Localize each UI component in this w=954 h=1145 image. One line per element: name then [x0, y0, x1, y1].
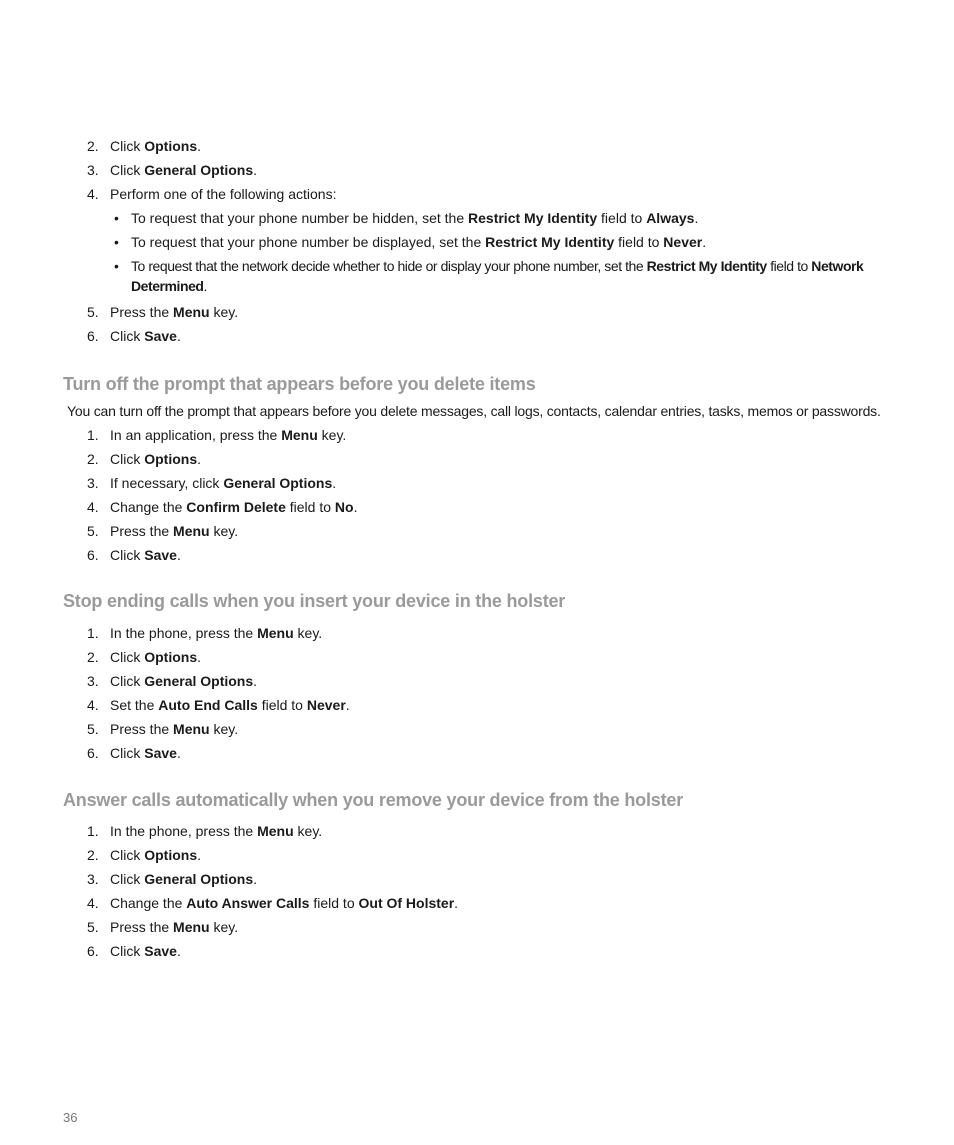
step-text: .	[353, 499, 358, 515]
bullet-term: Restrict My Identity	[646, 258, 767, 274]
step-number: 5.	[87, 304, 99, 320]
step-list	[0, 134, 954, 348]
step-number: 6.	[87, 745, 99, 761]
step-text: .	[176, 547, 181, 563]
step-text: .	[176, 328, 181, 344]
step-number: 4.	[87, 186, 99, 202]
bullet-item	[110, 254, 891, 300]
step-term: Auto End Calls	[158, 697, 258, 713]
step-number: 6.	[87, 943, 99, 959]
step-term: Options	[144, 847, 198, 863]
step-item	[0, 182, 954, 300]
step-text: field to	[257, 697, 307, 713]
bullet-text: .	[203, 278, 207, 294]
step-text: Press the	[110, 721, 174, 737]
step-text: Click	[110, 451, 145, 467]
step-term: Menu	[173, 304, 210, 320]
step-term: No	[334, 499, 354, 515]
step-item	[0, 891, 954, 915]
bullet-text: .	[702, 234, 707, 250]
step-number: 5.	[87, 919, 99, 935]
step-text: key.	[293, 823, 323, 839]
step-text: Click	[110, 138, 145, 154]
page-number: 36	[63, 1110, 78, 1125]
step-term: Options	[144, 451, 198, 467]
step-number: 3.	[87, 475, 99, 491]
bullet-text: field to	[766, 258, 812, 274]
bullet-dot: •	[114, 258, 119, 274]
step-text: Click	[110, 328, 145, 344]
step-text: .	[176, 745, 181, 761]
step-text: Change the	[110, 895, 187, 911]
step-text: key.	[209, 919, 239, 935]
step-text: Click	[110, 745, 145, 761]
step-term: Menu	[281, 427, 318, 443]
step-number: 4.	[87, 499, 99, 515]
step-number: 4.	[87, 895, 99, 911]
step-text: Perform one of the following actions:	[110, 186, 337, 202]
step-text: Click	[110, 547, 145, 563]
step-item	[0, 324, 954, 348]
step-text: .	[345, 697, 350, 713]
bullet-term: Restrict My Identity	[485, 234, 615, 250]
step-number: 6.	[87, 547, 99, 563]
step-number: 3.	[87, 162, 99, 178]
step-text: .	[197, 649, 202, 665]
step-text: field to	[309, 895, 359, 911]
step-term: Menu	[173, 721, 210, 737]
step-item	[0, 741, 954, 765]
step-text: .	[197, 138, 202, 154]
bullet-text: .	[694, 210, 699, 226]
section-restrict-identity	[0, 134, 954, 348]
step-text: Press the	[110, 919, 174, 935]
step-text: In the phone, press the	[110, 823, 258, 839]
step-item	[0, 693, 954, 717]
step-number: 1.	[87, 427, 99, 443]
step-list	[0, 621, 954, 765]
step-term: Auto Answer Calls	[186, 895, 310, 911]
step-number: 2.	[87, 847, 99, 863]
step-item	[0, 669, 954, 693]
step-term: Save	[144, 745, 177, 761]
bullet-term: Network Determined	[131, 258, 864, 294]
step-number: 1.	[87, 823, 99, 839]
step-term: General Options	[144, 871, 254, 887]
step-item	[0, 471, 954, 495]
step-term: Options	[144, 138, 198, 154]
step-number: 5.	[87, 721, 99, 737]
bullet-item	[110, 206, 954, 230]
step-number: 5.	[87, 523, 99, 539]
step-number: 6.	[87, 328, 99, 344]
step-text: key.	[209, 721, 239, 737]
step-text: Change the	[110, 499, 187, 515]
step-number: 3.	[87, 871, 99, 887]
step-text: Set the	[110, 697, 159, 713]
step-item	[0, 300, 954, 324]
step-list	[0, 819, 954, 963]
step-item	[0, 495, 954, 519]
step-term: General Options	[144, 162, 254, 178]
step-term: Options	[144, 649, 198, 665]
step-term: Menu	[173, 523, 210, 539]
step-term: Out Of Holster	[358, 895, 455, 911]
step-term: General Options	[223, 475, 333, 491]
step-text: .	[253, 673, 258, 689]
step-item	[0, 717, 954, 741]
step-text: Click	[110, 673, 145, 689]
bullet-text: field to	[597, 210, 647, 226]
step-term: Confirm Delete	[186, 499, 286, 515]
step-number: 2.	[87, 649, 99, 665]
step-text: .	[454, 895, 459, 911]
bullet-term: Always	[646, 210, 695, 226]
section-auto-end-calls	[0, 621, 954, 765]
step-item	[0, 423, 954, 447]
step-list	[0, 423, 954, 567]
step-number: 4.	[87, 697, 99, 713]
step-item	[0, 843, 954, 867]
step-number: 1.	[87, 625, 99, 641]
step-text: key.	[209, 523, 239, 539]
step-text: Click	[110, 162, 145, 178]
bullet-item	[110, 230, 954, 254]
step-term: General Options	[144, 673, 254, 689]
step-item	[0, 867, 954, 891]
step-item	[0, 519, 954, 543]
bullet-dot: •	[114, 234, 119, 250]
step-term: Never	[306, 697, 346, 713]
step-term: Menu	[173, 919, 210, 935]
step-item	[0, 645, 954, 669]
step-text: Press the	[110, 523, 174, 539]
step-item	[0, 543, 954, 567]
step-term: Save	[144, 547, 177, 563]
step-term: Menu	[257, 625, 294, 641]
bullet-list	[110, 206, 954, 300]
section-heading: Answer calls automatically when you remove your device from the holster	[63, 790, 684, 810]
step-text: key.	[209, 304, 239, 320]
section-heading: Stop ending calls when you insert your device in the holster	[63, 591, 566, 611]
step-number: 2.	[87, 138, 99, 154]
step-text: .	[253, 871, 258, 887]
step-term: Save	[144, 943, 177, 959]
step-text: Click	[110, 871, 145, 887]
section-auto-answer-calls	[0, 819, 954, 963]
step-item	[0, 621, 954, 645]
step-item	[0, 158, 954, 182]
step-item	[0, 134, 954, 158]
section-heading: Turn off the prompt that appears before you delete items	[63, 374, 536, 394]
step-term: Menu	[257, 823, 294, 839]
step-text: key.	[293, 625, 323, 641]
step-text: .	[197, 451, 202, 467]
step-term: Save	[144, 328, 177, 344]
bullet-term: Never	[663, 234, 703, 250]
bullet-term: Restrict My Identity	[468, 210, 598, 226]
step-number: 2.	[87, 451, 99, 467]
step-item	[0, 447, 954, 471]
step-text: .	[253, 162, 258, 178]
bullet-text: To request that the network decide whether to hide or display your phone number, set the	[131, 258, 647, 274]
step-text: .	[176, 943, 181, 959]
bullet-text: To request that your phone number be hidden, set the	[131, 210, 469, 226]
bullet-text: field to	[614, 234, 664, 250]
step-number: 3.	[87, 673, 99, 689]
step-text: key.	[317, 427, 347, 443]
step-text: Click	[110, 943, 145, 959]
step-text: field to	[285, 499, 335, 515]
step-text: If necessary, click	[110, 475, 224, 491]
step-text: In an application, press the	[110, 427, 282, 443]
step-text: Press the	[110, 304, 174, 320]
step-text: In the phone, press the	[110, 625, 258, 641]
step-text: .	[332, 475, 337, 491]
step-item	[0, 915, 954, 939]
step-item	[0, 819, 954, 843]
step-text: .	[197, 847, 202, 863]
step-text: Click	[110, 649, 145, 665]
section-intro: You can turn off the prompt that appears before you delete messages, call logs, contacts, calendar entries, tasks, memos or passwords.	[67, 403, 881, 419]
bullet-text: To request that your phone number be displayed, set the	[131, 234, 486, 250]
step-item	[0, 939, 954, 963]
bullet-dot: •	[114, 210, 119, 226]
step-text: Click	[110, 847, 145, 863]
section-confirm-delete	[0, 423, 954, 567]
